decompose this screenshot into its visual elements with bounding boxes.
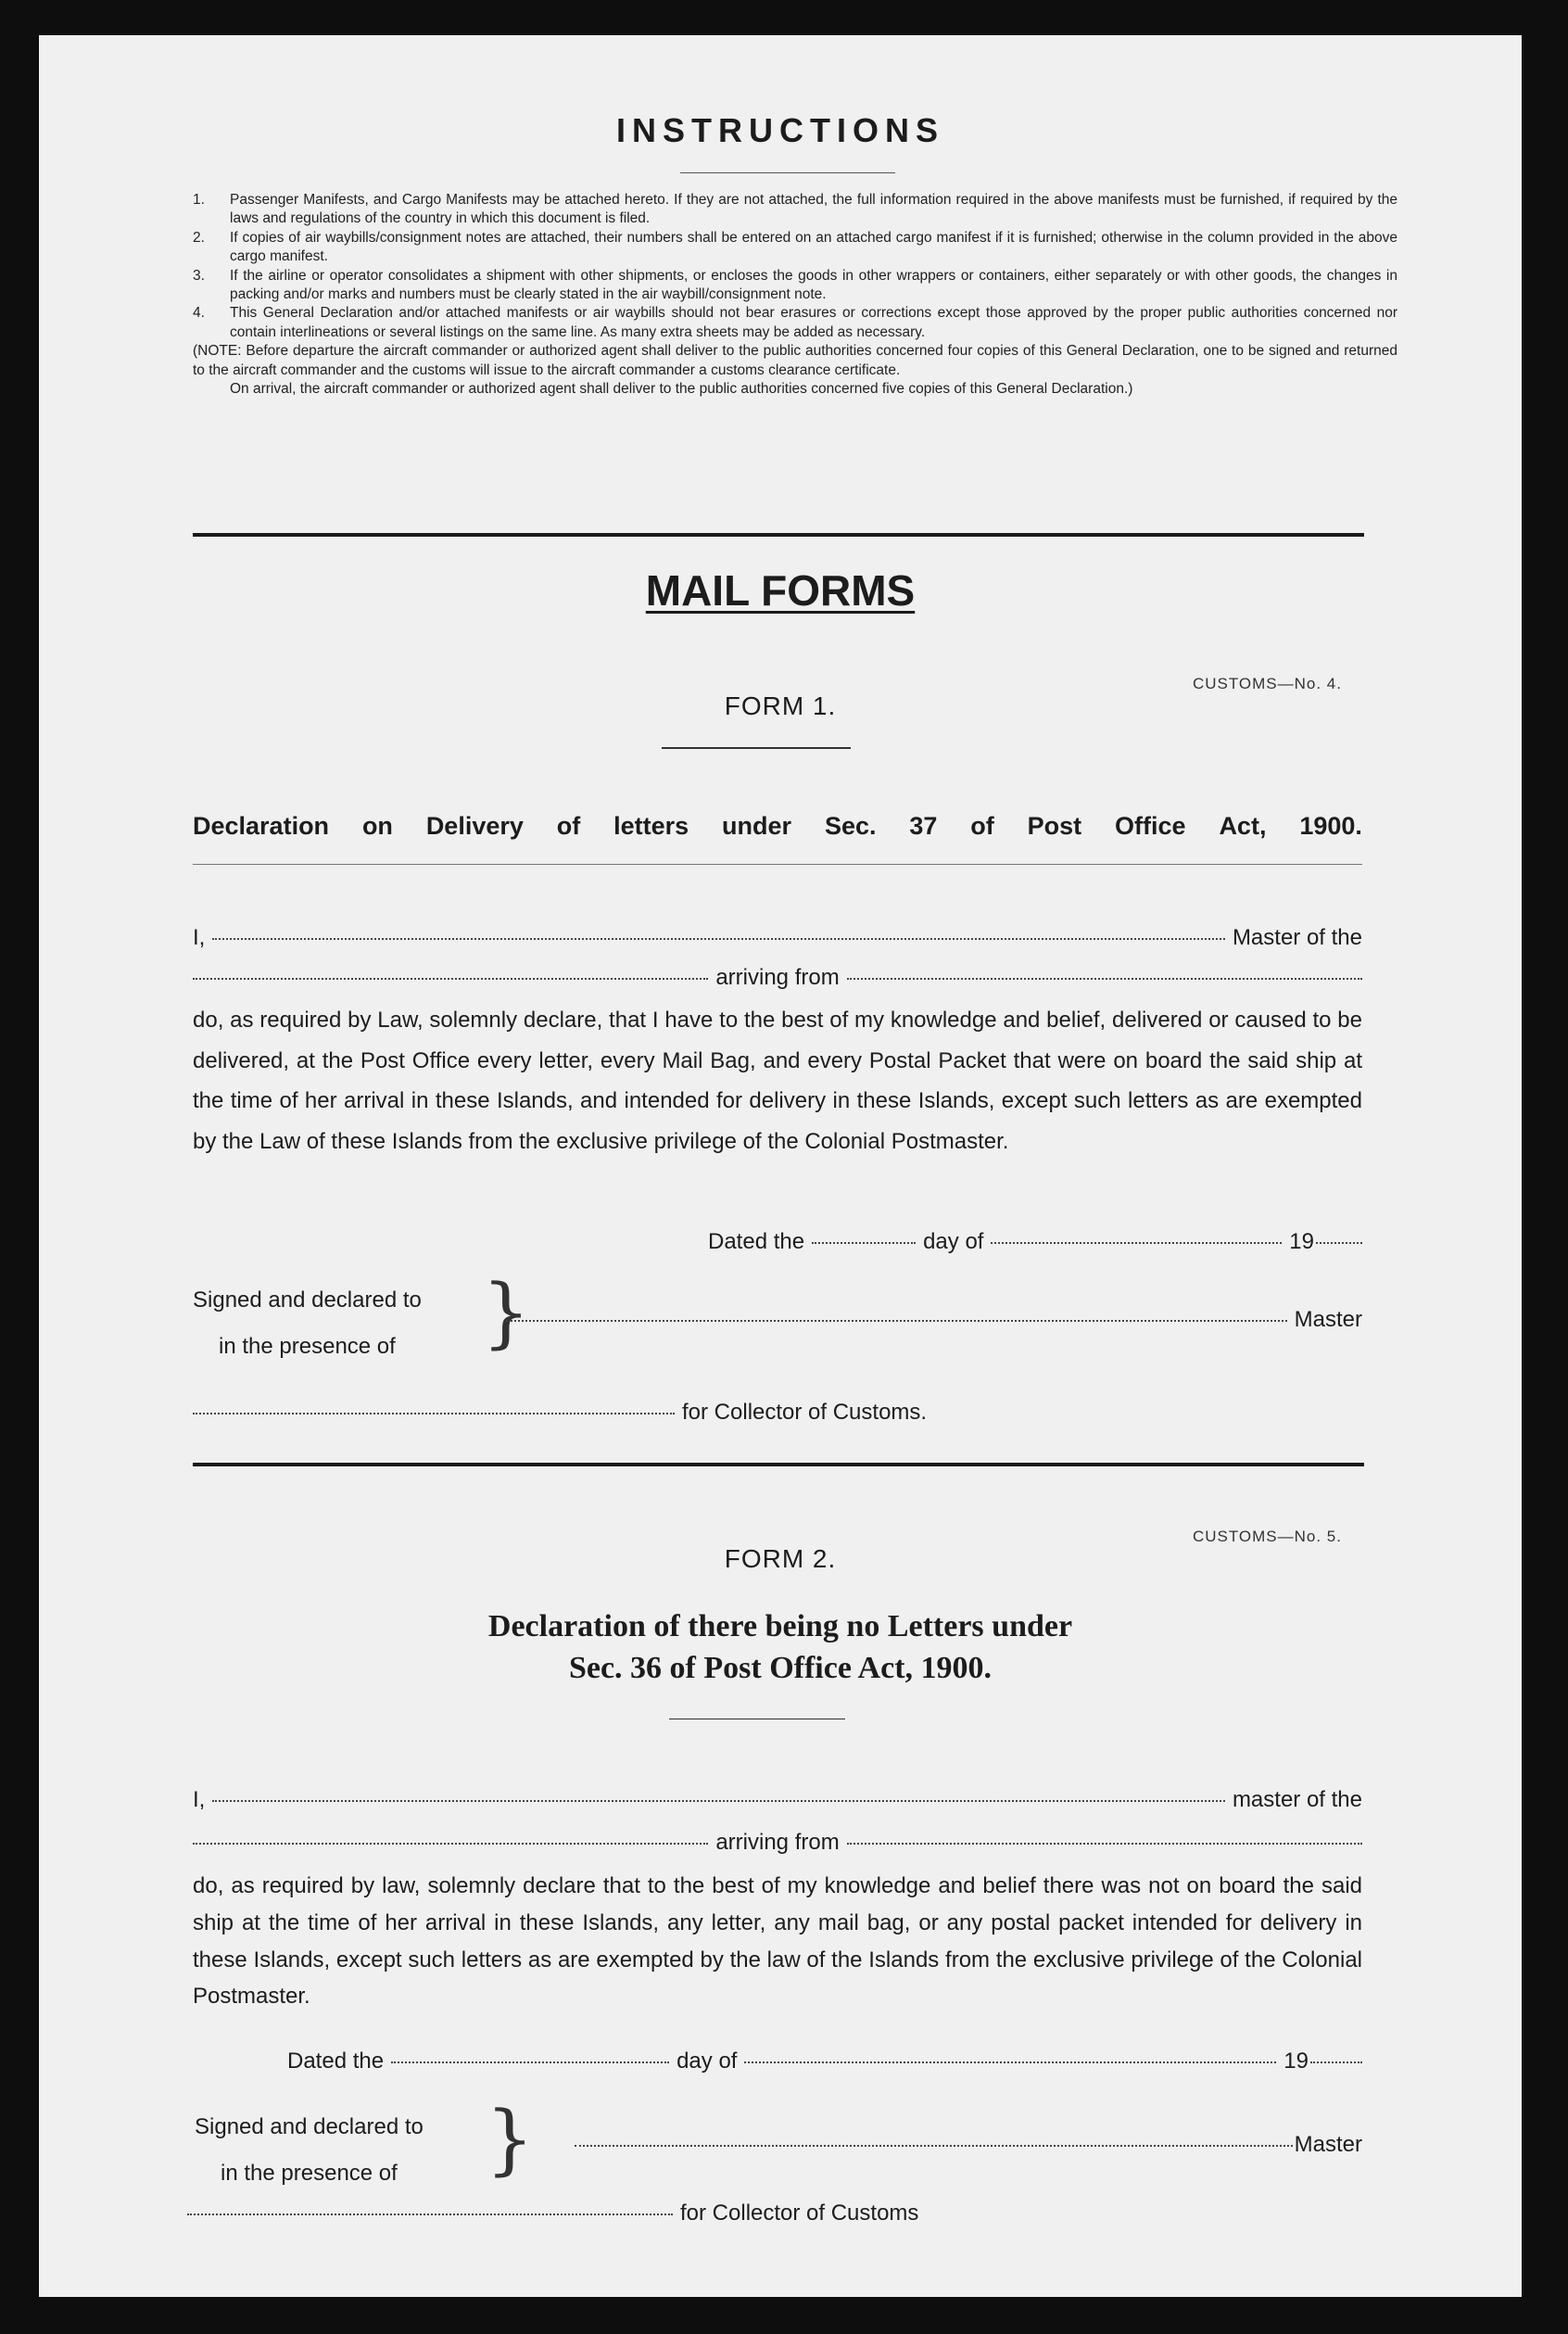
instruction-text: Passenger Manifests, and Cargo Manifests may be attached hereto. If they are not attached, the full information required in the above manifests must be furnished, if required by the laws and regulations of the country in which this document is filed. (230, 192, 1397, 227)
arriving-from-field[interactable] (847, 977, 1362, 980)
heading-word: under (722, 812, 792, 840)
form1-collector-line (193, 1400, 1027, 1426)
form2-heading (39, 1605, 1522, 1689)
form1-customs-number: CUSTOMS—No. 4. (1192, 675, 1342, 692)
date-day-field[interactable] (391, 2061, 669, 2063)
collector-label: for Collector of Customs. (682, 1400, 928, 1425)
instruction-text: This General Declaration and/or attached manifests or air waybills should not bear erasures or corrections except those approved by the proper public authorities concerned nor contain interlineations or several listings on the same line. As many extra sheets may be added as necessary. (230, 305, 1397, 340)
form1-signed-label (193, 1277, 422, 1370)
form2-signed-label (195, 2104, 424, 2197)
master-name-field[interactable] (212, 937, 1225, 940)
form1-arriving-line (193, 965, 1362, 991)
line-middle: arriving from (715, 1830, 840, 1855)
heading-word: of (556, 812, 581, 840)
heading-word: on (361, 812, 393, 840)
heading-word: of (970, 812, 994, 840)
signed-line-1: Signed and declared to (193, 1288, 422, 1313)
date-month-field[interactable] (991, 1241, 1282, 1244)
form2-arriving-line (193, 1830, 1362, 1856)
instruction-number: 2. (193, 229, 205, 246)
heading-word: Sec. (824, 812, 877, 840)
heading-word: Act, (1219, 812, 1267, 840)
form2-date-line (287, 2049, 1362, 2074)
heading-word: Delivery (425, 812, 524, 840)
form2-customs-number: CUSTOMS—No. 5. (1192, 1528, 1342, 1545)
ship-name-field[interactable] (193, 1842, 708, 1845)
year-label: 19 (1289, 1229, 1314, 1254)
instructions-title: INSTRUCTIONS (616, 111, 944, 149)
form2-master-line (193, 1787, 1362, 1813)
form2-heading-line-1: Declaration of there being no Letters under (487, 1609, 1073, 1643)
section-divider (193, 533, 1364, 537)
instructions-note (193, 342, 1397, 399)
year-label: 19 (1283, 2049, 1309, 2074)
instruction-text: If copies of air waybills/consignment notes are attached, their numbers shall be entered on an attached cargo manifest if it is furnished; otherwise in the column provided in the above cargo manifest. (230, 229, 1397, 265)
line-prefix: I, (193, 925, 206, 950)
form2-declaration-text: do, as required by law, solemnly declare that to the best of my knowledge and belief there was not on board the said ship at the time of her arrival in these Islands, any letter, any mail bag, or any postal packet intended for delivery in these Islands, except such letters as are exempted by the law of the Islands from the exclusive privilege of the Colonial Postmaster. (193, 1873, 1362, 2010)
heading-word: letters (613, 812, 689, 840)
collector-signature-field[interactable] (187, 2213, 673, 2215)
form2-master-signature-line (575, 2132, 1362, 2158)
date-year-field[interactable] (1310, 2061, 1362, 2063)
dated-label: Dated the (287, 2049, 385, 2074)
instructions-list (193, 191, 1397, 399)
date-year-field[interactable] (1316, 1241, 1362, 1244)
instruction-number: 1. (193, 192, 205, 208)
mail-forms-title: MAIL FORMS (645, 566, 916, 615)
form1-declaration-text: do, as required by Law, solemnly declare, that I have to the best of my knowledge and belief, delivered or caused to be delivered, at the Post Office every letter, every Mail Bag, and every Postal Packet that were on board the said ship at the time of her arrival in these Islands, and intended for delivery in these Islands, except such letters as are exempted by the Law of these Islands from the exclusive privilege of the Colonial Postmaster. (193, 1008, 1362, 1154)
form1-heading-rule (193, 864, 1362, 865)
master-signature-field[interactable] (506, 1319, 1287, 1322)
instruction-item-4 (193, 304, 1397, 342)
note-departure: (NOTE: Before departure the aircraft commander or authorized agent shall deliver to the public authorities concerned four copies of this General Declaration, one to be signed and returned to the aircraft commander and the customs will issue to the aircraft commander a customs clearance certificate. (193, 343, 1397, 378)
form1-heading (193, 812, 1362, 841)
document-page (39, 35, 1522, 2297)
arriving-from-field[interactable] (847, 1842, 1362, 1845)
form1-master-signature-line (506, 1307, 1362, 1333)
signed-line-2: in the presence of (219, 1334, 396, 1359)
form1-label-rule (662, 747, 851, 749)
line-middle: arriving from (715, 965, 840, 990)
date-month-field[interactable] (744, 2061, 1276, 2063)
form2-label: FORM 2. (724, 1544, 837, 1573)
heading-word: Office (1115, 812, 1186, 840)
collector-label: for Collector of Customs (680, 2201, 919, 2226)
date-day-field[interactable] (812, 1241, 916, 1244)
signed-line-1: Signed and declared to (195, 2114, 424, 2139)
instructions-underline (680, 172, 895, 173)
line-suffix: Master of the (1232, 925, 1362, 950)
form2-collector-line (187, 2201, 1021, 2226)
day-of-label: day of (923, 1229, 984, 1254)
instruction-item-3 (193, 267, 1397, 305)
brace-icon: } (482, 1269, 531, 1357)
instruction-number: 3. (193, 267, 205, 284)
line-suffix: master of the (1232, 1787, 1362, 1812)
instruction-text: If the airline or operator consolidates a shipment with other shipments, or encloses the goods in other wrappers or containers, either separately or with other goods, the changes in packing and/or marks and numbers must be clearly stated in the air waybill/consignment note. (230, 267, 1397, 303)
form-divider (193, 1463, 1364, 1466)
heading-word: Declaration (193, 812, 330, 840)
master-label: Master (1294, 2132, 1362, 2157)
form1-label: FORM 1. (724, 691, 837, 720)
line-prefix: I, (193, 1787, 206, 1812)
master-label: Master (1294, 1307, 1362, 1332)
instruction-number: 4. (193, 305, 205, 322)
instruction-item-2 (193, 229, 1397, 267)
heading-word: Post (1027, 812, 1082, 840)
heading-word: 1900. (1299, 812, 1362, 840)
brace-icon: } (486, 2096, 535, 2184)
form1-date-line (708, 1229, 1362, 1255)
form2-heading-line-2: Sec. 36 of Post Office Act, 1900. (568, 1651, 993, 1685)
dated-label: Dated the (708, 1229, 805, 1254)
instruction-item-1 (193, 191, 1397, 229)
form1-master-line (193, 925, 1362, 951)
signed-line-2: in the presence of (221, 2161, 398, 2186)
heading-word: 37 (909, 812, 938, 840)
collector-signature-field[interactable] (193, 1412, 675, 1414)
master-name-field[interactable] (212, 1799, 1225, 1802)
day-of-label: day of (677, 2049, 738, 2074)
ship-name-field[interactable] (193, 977, 708, 980)
master-signature-field[interactable] (575, 2144, 1293, 2147)
note-arrival: On arrival, the aircraft commander or authorized agent shall deliver to the public authorities concerned five copies of this General Declaration.) (230, 381, 1133, 398)
